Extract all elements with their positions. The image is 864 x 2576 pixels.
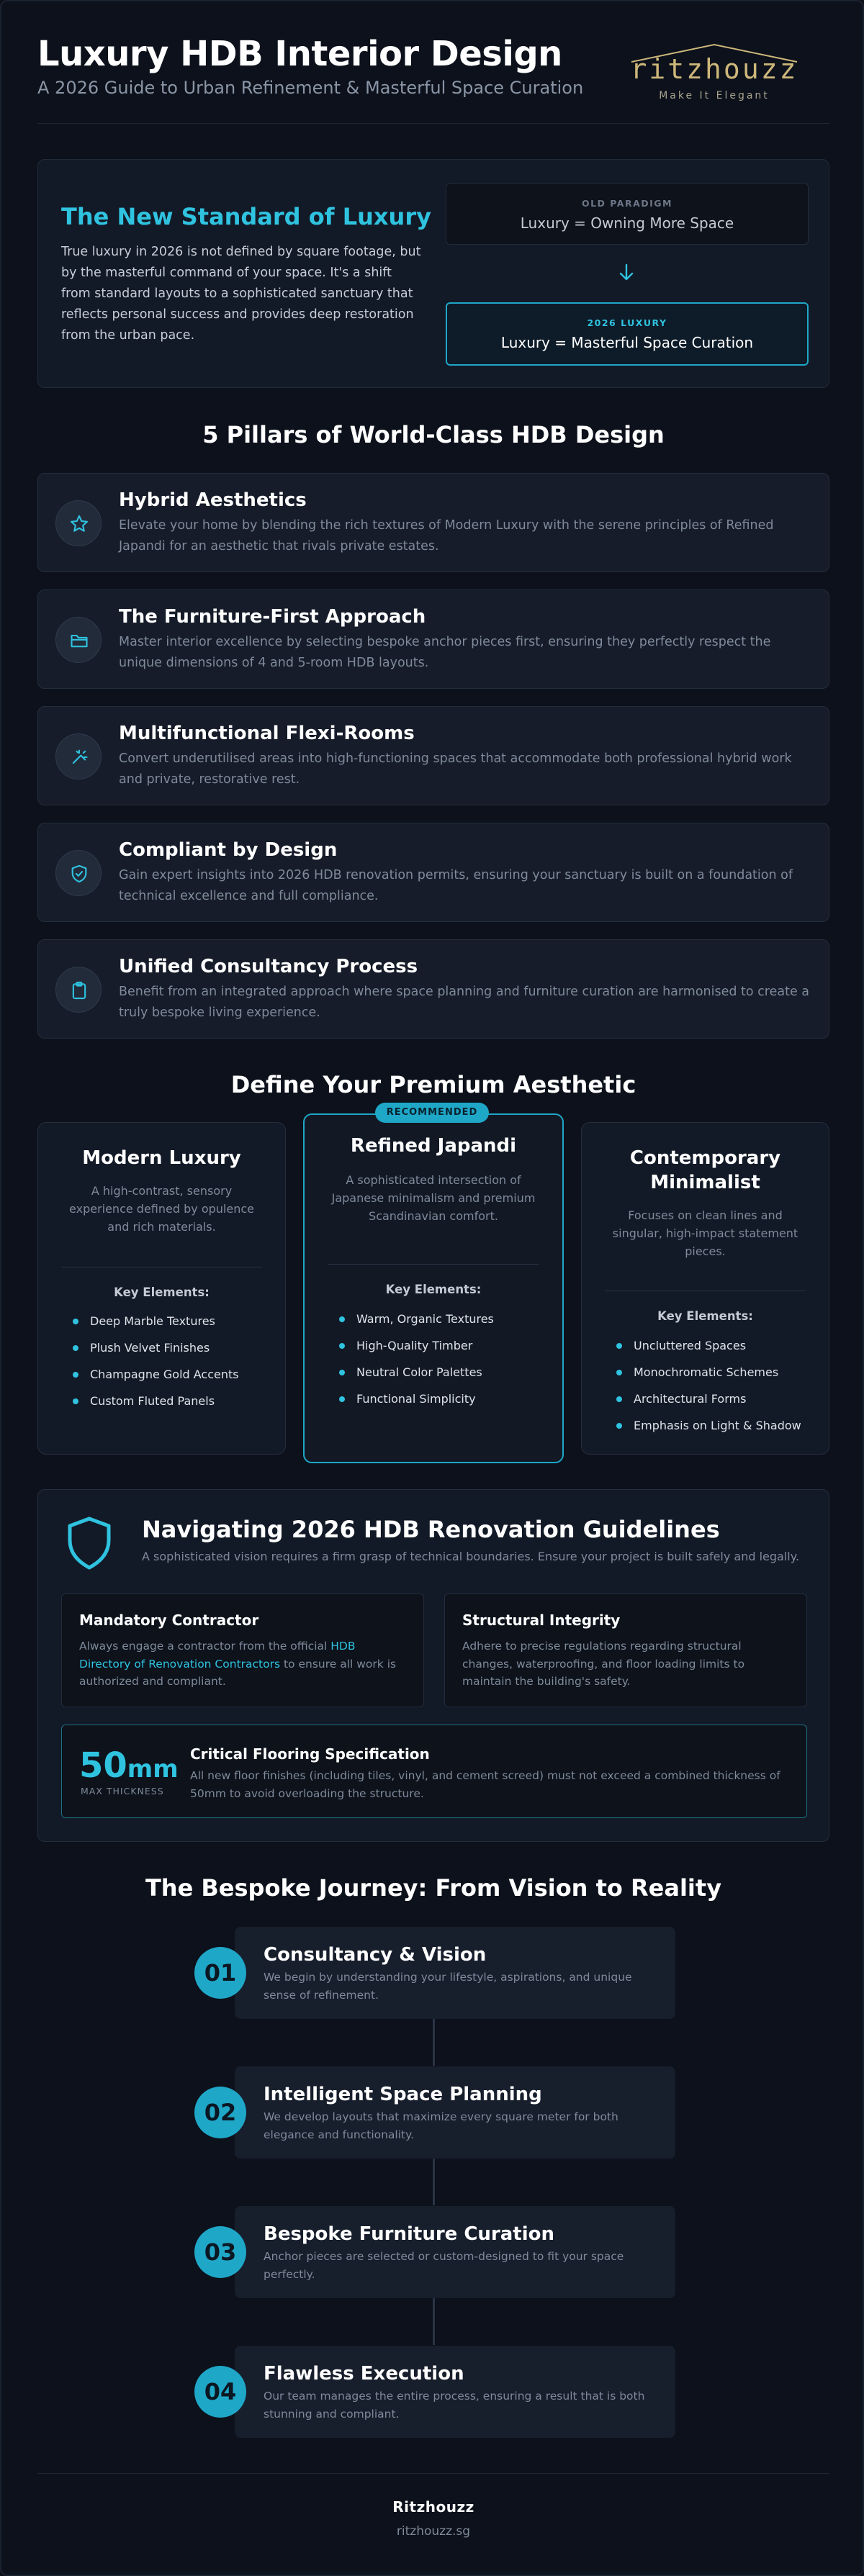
old-paradigm-label: OLD PARADIGM [581, 198, 673, 209]
journey-step [235, 2346, 675, 2438]
structural-title: Structural Integrity [462, 1612, 621, 1629]
timeline-connector [433, 2159, 435, 2205]
list-item: Custom Fluted Panels [73, 1394, 239, 1421]
pillar-text: Elevate your home by blending the rich textures of Modern Luxury with the serene principles of Refined Japandi for an aesthetic that rivals private estates. [119, 518, 774, 553]
page-subtitle: A 2026 Guide to Urban Refinement & Masterful Space Curation [37, 78, 584, 98]
key-elements-label: Key Elements: [657, 1309, 753, 1323]
list-item: Champagne Gold Accents [73, 1368, 239, 1394]
pillar-icon-badge [55, 850, 102, 896]
pillar-card [37, 589, 829, 689]
timeline-connector [433, 2019, 435, 2066]
thickness-number: 50 [79, 1745, 127, 1786]
step-text: We develop layouts that maximize every square meter for both elegance and functionality. [264, 2110, 618, 2141]
pillar-text: Gain expert insights into 2026 HDB renovation permits, ensuring your sanctuary is built on a foundation of technical excellence and full compliance. [119, 868, 793, 903]
list-item: Neutral Color Palettes [339, 1365, 494, 1392]
aesthetic-name: Refined Japandi [350, 1135, 517, 1157]
step-title: Bespoke Furniture Curation [264, 2223, 555, 2245]
pillars-title: 5 Pillars of World-Class HDB Design [202, 421, 665, 448]
recommended-badge: RECOMMENDED [375, 1103, 489, 1123]
page-title: Luxury HDB Interior Design [37, 34, 562, 74]
arrow-down-icon [616, 262, 637, 284]
pillar-card [37, 823, 829, 922]
new-luxury-box [446, 302, 809, 366]
key-elements-label: Key Elements: [114, 1285, 210, 1299]
aesthetic-name: Modern Luxury [82, 1147, 241, 1169]
key-elements-list [339, 1312, 494, 1419]
intro-heading: The New Standard of Luxury [61, 203, 431, 230]
pillar-title: Multifunctional Flexi-Rooms [119, 723, 415, 744]
list-item: Warm, Organic Textures [339, 1312, 494, 1339]
flooring-title: Critical Flooring Specification [190, 1745, 430, 1763]
clipboard-icon [69, 980, 89, 1000]
list-item: Functional Simplicity [339, 1392, 494, 1419]
pillar-card [37, 706, 829, 805]
list-item: Emphasis on Light & Shadow [616, 1419, 801, 1445]
pillar-card [37, 473, 829, 572]
pillar-icon-badge [55, 967, 102, 1013]
timeline-connector [433, 2298, 435, 2345]
old-paradigm-value: Luxury = Owning More Space [520, 214, 734, 232]
new-luxury-value: Luxury = Masterful Space Curation [500, 334, 754, 351]
thickness-unit: mm [127, 1755, 179, 1784]
pillar-icon-badge [55, 500, 102, 546]
aesthetics-title: Define Your Premium Aesthetic [230, 1071, 636, 1098]
step-title: Flawless Execution [264, 2363, 464, 2385]
logo-text: ritzhouzz [630, 53, 798, 85]
new-luxury-label: 2026 LUXURY [587, 317, 667, 328]
aesthetic-desc: A sophisticated intersection of Japanese minimalism and premium Scandinavian comfort. [331, 1173, 536, 1223]
step-number: 03 [194, 2226, 246, 2278]
shield-icon [64, 1514, 114, 1572]
pillar-title: Unified Consultancy Process [119, 956, 418, 977]
flooring-text: All new floor finishes (including tiles, vinyl, and cement screed) must not exceed a combined thickness of 50mm to avoid overloading the structure. [190, 1769, 780, 1800]
step-title: Consultancy & Vision [264, 1944, 487, 1966]
journey-title: The Bespoke Journey: From Vision to Reality [145, 1874, 722, 1902]
flooring-spec-box [61, 1725, 807, 1818]
intro-card [37, 159, 829, 388]
footer-url-link[interactable]: ritzhouzz.sg [396, 2524, 471, 2539]
guidelines-subtitle: A sophisticated vision requires a firm grasp of technical boundaries. Ensure your project is built safely and legally. [142, 1550, 800, 1563]
pillar-card [37, 939, 829, 1039]
list-item: Uncluttered Spaces [616, 1339, 801, 1365]
key-elements-list [616, 1339, 801, 1445]
guidelines-title: Navigating 2026 HDB Renovation Guidelines [142, 1516, 720, 1543]
pillar-title: Compliant by Design [119, 839, 338, 861]
contractor-box [61, 1594, 424, 1707]
contractor-text-pre: Always engage a contractor from the official [79, 1640, 331, 1653]
list-item: Monochromatic Schemes [616, 1365, 801, 1392]
magic-icon [69, 747, 89, 767]
key-elements-label: Key Elements: [385, 1283, 482, 1296]
structural-text: Adhere to precise regulations regarding structural changes, waterproofing, and floor loading limits to maintain the building's safety. [462, 1640, 745, 1688]
step-number: 04 [194, 2366, 246, 2418]
aesthetic-card-recommended [303, 1113, 564, 1463]
aesthetic-name: Contemporary Minimalist [629, 1147, 781, 1193]
list-item: High-Quality Timber [339, 1339, 494, 1365]
step-text: Anchor pieces are selected or custom-designed to fit your space perfectly. [264, 2250, 624, 2281]
step-number: 02 [194, 2087, 246, 2138]
max-thickness-label: MAX THICKNESS [81, 1786, 164, 1797]
hdb-directory-link[interactable]: HDB Directory of Renovation Contractors [79, 1640, 356, 1671]
journey-step [235, 1927, 675, 2019]
header [37, 30, 829, 124]
structural-box [444, 1594, 807, 1707]
logo[interactable] [617, 40, 811, 101]
contractor-text [79, 1637, 409, 1691]
intro-body: True luxury in 2026 is not defined by square footage, but by the masterful command of your space. It's a shift from standard layouts to a sophisticated sanctuary that reflects personal success and provides deep restoration from the urban pace. [61, 245, 421, 343]
max-thickness-value [79, 1745, 179, 1786]
list-item: Deep Marble Textures [73, 1314, 239, 1341]
divider [328, 1264, 539, 1265]
pillar-icon-badge [55, 617, 102, 663]
list-item: Plush Velvet Finishes [73, 1341, 239, 1368]
pillar-text: Benefit from an integrated approach where space planning and furniture curation are harmonised to create a truly bespoke living experience. [119, 985, 810, 1020]
step-text: We begin by understanding your lifestyle, aspirations, and unique sense of refinement. [264, 1971, 632, 2002]
aesthetic-card [37, 1122, 286, 1455]
old-paradigm-box [446, 183, 809, 245]
star-icon [69, 514, 89, 534]
pillar-title: The Furniture-First Approach [119, 606, 426, 628]
step-text: Our team manages the entire process, ensuring a result that is both stunning and compliant. [264, 2390, 645, 2421]
aesthetic-desc: Focuses on clean lines and singular, high-impact statement pieces. [612, 1208, 798, 1258]
guidelines-card [37, 1489, 829, 1842]
contractor-title: Mandatory Contractor [79, 1612, 259, 1629]
footer-brand: Ritzhouzz [392, 2498, 474, 2516]
folder-icon [69, 631, 89, 651]
shield-check-icon [69, 864, 89, 884]
pillar-title: Hybrid Aesthetics [119, 489, 307, 511]
logo-tagline: Make It Elegant [659, 90, 770, 101]
pillar-text: Convert underutilised areas into high-functioning spaces that accommodate both professional hybrid work and private, restorative rest. [119, 751, 792, 787]
step-number: 01 [194, 1947, 246, 1999]
step-title: Intelligent Space Planning [264, 2084, 542, 2105]
contractor-text-post: to ensure all work is authorized and compliant. [79, 1657, 397, 1688]
list-item: Architectural Forms [616, 1392, 801, 1419]
journey-step [235, 2066, 675, 2159]
aesthetic-desc: A high-contrast, sensory experience defined by opulence and rich materials. [69, 1184, 254, 1234]
pillar-text: Master interior excellence by selecting bespoke anchor pieces first, ensuring they perfectly respect the unique dimensions of 4 and 5-room HDB layouts. [119, 635, 771, 670]
key-elements-list [73, 1314, 239, 1421]
pillar-icon-badge [55, 733, 102, 779]
journey-step [235, 2206, 675, 2298]
footer-divider [37, 2473, 829, 2474]
aesthetic-card [581, 1122, 829, 1455]
